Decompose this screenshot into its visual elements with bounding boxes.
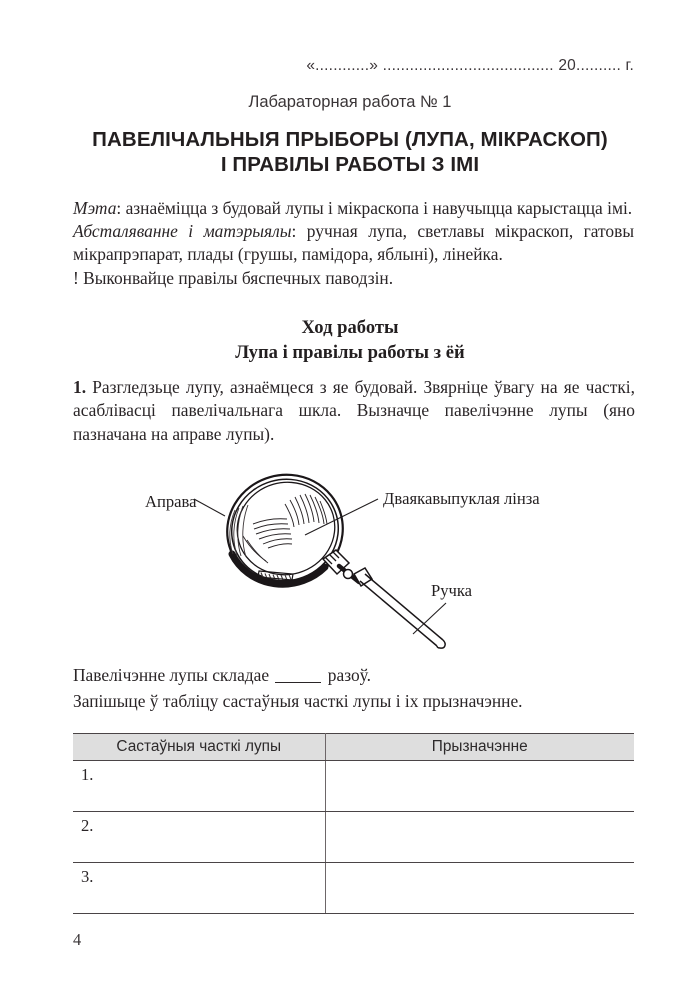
table-cell-part[interactable]: 3. (73, 863, 325, 914)
task-1 (73, 376, 635, 446)
task-1-text: Разгледзьце лупу, азнаёмцеся з яе будовай. Звярніце ўвагу на яе часткі, асаблівасці павелічальнага шкла. Вызначце павелічэнне лупы (яно пазначана на аправе лупы). (73, 377, 635, 444)
table-row (73, 761, 634, 812)
intro-block (73, 197, 634, 290)
figure-label-lens: Двaякавыпуклая лінза (383, 489, 540, 508)
date-line (73, 57, 634, 75)
table-cell-purpose[interactable] (325, 761, 634, 812)
equipment-paragraph (73, 220, 634, 266)
page-title-line-2: І ПРАВІЛЫ РАБОТЫ З ІМІ (220, 153, 480, 176)
page-title-line-1: ПАВЕЛІЧАЛЬНЫЯ ПРЫБОРЫ (ЛУПА, МІКРАСКОП) (92, 128, 608, 151)
table-instruction: Запішыце ў табліцу састаўныя часткі лупы і іх прызначэнне. (73, 690, 523, 711)
goal-paragraph (73, 197, 634, 220)
table-cell-part[interactable]: 1. (73, 761, 325, 812)
table-cell-part[interactable]: 2. (73, 812, 325, 863)
safety-note: ! Выконвайце правілы бяспечных паводзін. (73, 267, 394, 288)
magnification-line (73, 663, 635, 689)
parts-table (73, 733, 634, 914)
after-figure-text (73, 663, 635, 714)
table-row (73, 863, 634, 914)
subsection-heading: Лупа і правілы работы з ёй (235, 342, 465, 363)
magnification-prefix: Павелічэнне лупы складае (73, 665, 270, 685)
magnifying-glass-figure (73, 462, 635, 657)
equipment-text: : ручная лупа, светлавы мікраскоп, гатовы мікрапрэпарат, плады (грушы, памідора, яблыні), лінейка. (73, 221, 635, 265)
leader-line-lens (305, 499, 378, 535)
leader-line-frame (194, 499, 225, 516)
table-header-row (73, 734, 634, 761)
table-cell-purpose[interactable] (325, 863, 634, 914)
goal-text: : азнаёміцца з будовай лупы і мікраскопа і навучыцца карыстацца імі. (116, 198, 633, 218)
page-number: 4 (73, 930, 82, 949)
figure-label-frame: Аправа (145, 492, 197, 511)
goal-label: Мэта (73, 198, 117, 218)
table-cell-purpose[interactable] (325, 812, 634, 863)
date-line-text: «............» ...................................... 20.......... г. (306, 57, 634, 74)
figure-label-handle: Ручка (431, 581, 473, 600)
magnification-suffix: разоў. (327, 665, 371, 685)
page-title (40, 127, 660, 177)
lab-work-number: Лабараторная работа № 1 (248, 93, 452, 111)
equipment-label: Абсталяванне і матэрыялы (73, 221, 292, 242)
table-header-parts: Састаўныя часткі лупы (73, 734, 325, 761)
table-header-purpose: Прызначэнне (325, 734, 634, 761)
magnification-blank[interactable] (275, 682, 321, 683)
process-heading: Ход работы (301, 317, 399, 338)
task-1-number: 1. (73, 377, 87, 397)
table-row (73, 812, 634, 863)
